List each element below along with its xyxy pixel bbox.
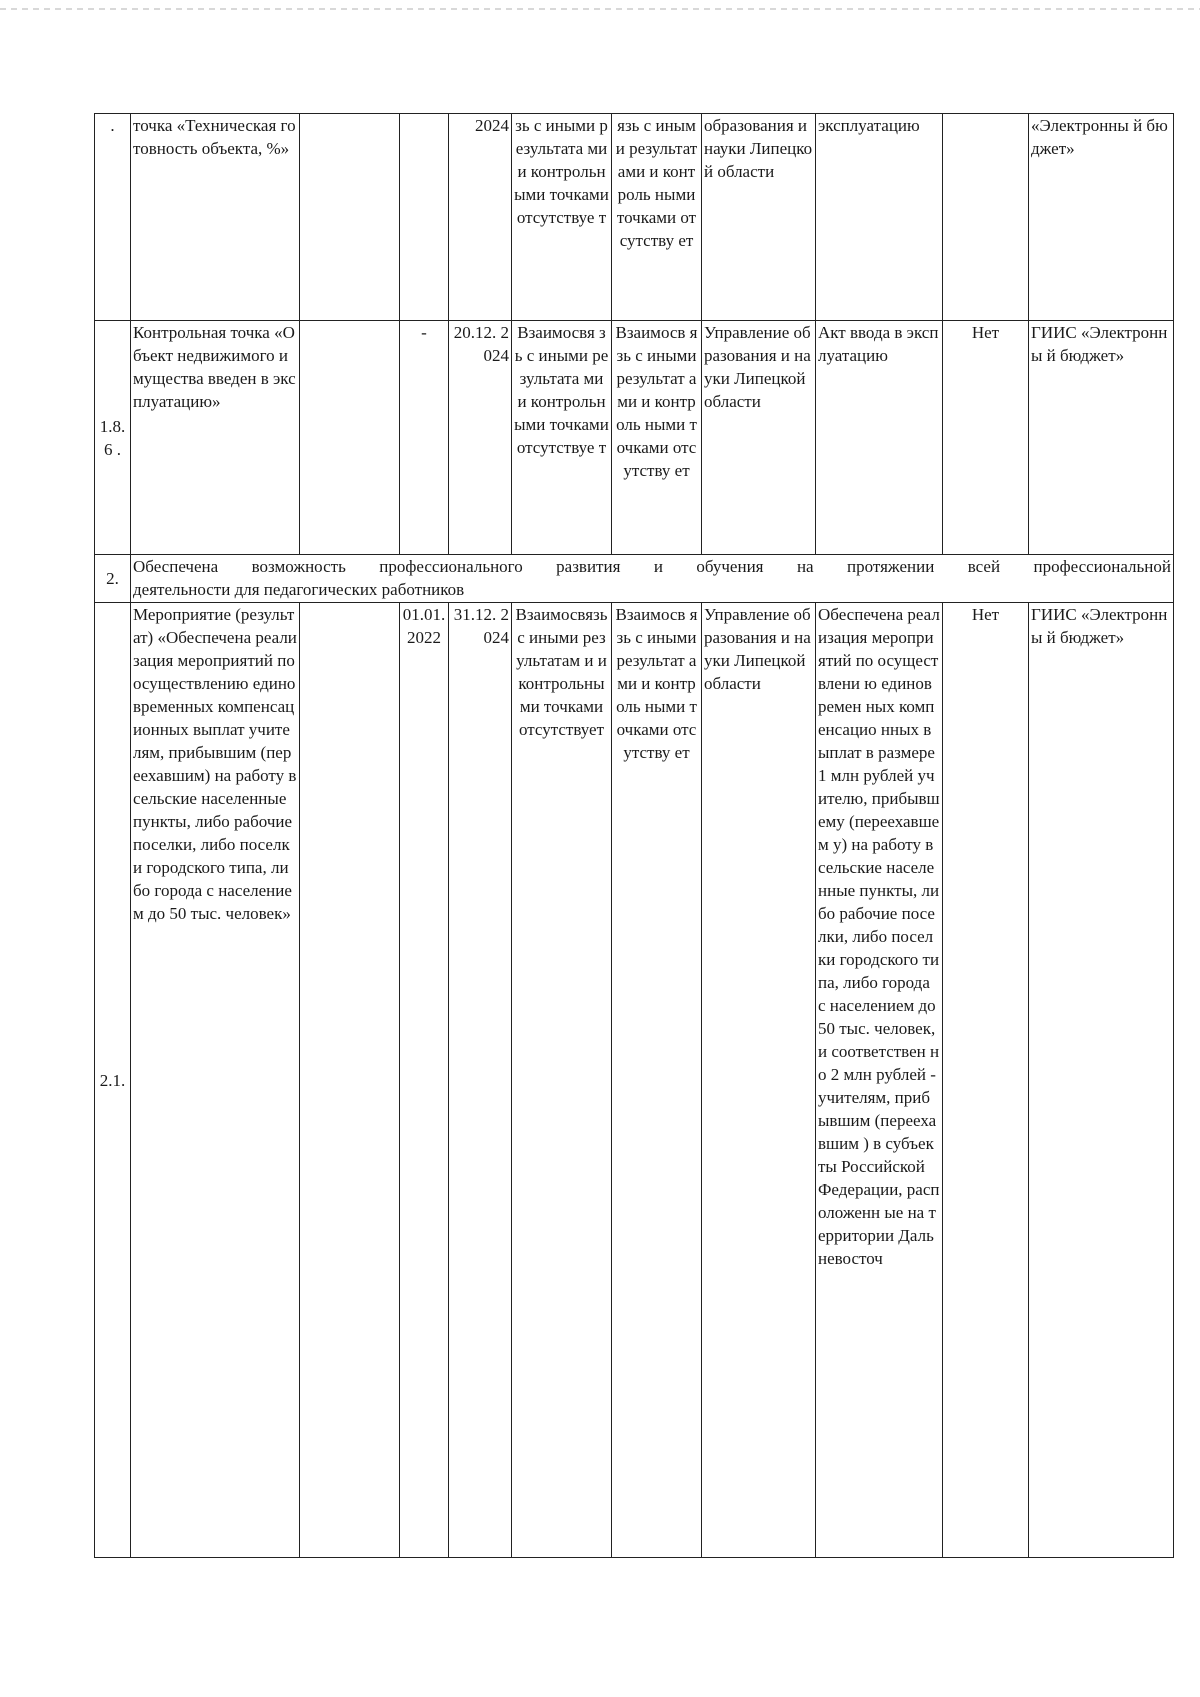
start-date <box>400 114 449 321</box>
section-row <box>95 555 1174 603</box>
start-date: - <box>400 321 449 555</box>
responsible-cell: образования и науки Липецкой области <box>702 114 816 321</box>
row-number: 1.8.6 . <box>95 321 131 555</box>
relation-cell: Взаимосв язь с иными результат ами и контроль ными точками отсутству ет <box>612 321 702 555</box>
table-row <box>95 603 1174 1558</box>
item-name: Контрольная точка «Объект недвижимого имущества введен в эксплуатацию» <box>131 321 300 555</box>
cell-empty <box>300 321 400 555</box>
section-title-line: деятельности для педагогических работников <box>133 580 465 599</box>
flag-cell <box>943 114 1029 321</box>
section-title <box>131 555 1174 603</box>
item-name: точка «Техническая готовность объекта, %» <box>131 114 300 321</box>
end-date: 20.12. 2024 <box>449 321 512 555</box>
system-cell: «Электронны й бюджет» <box>1029 114 1174 321</box>
relation-cell: язь с иными результат ами и контроль ными точками отсутству ет <box>612 114 702 321</box>
flag-cell: Нет <box>943 603 1029 1558</box>
relation-cell: Взаимосв язь с иными результат ами и контроль ными точками отсутству ет <box>612 603 702 1558</box>
cell-empty <box>300 114 400 321</box>
table-row <box>95 114 1174 321</box>
cell-empty <box>300 603 400 1558</box>
control-points-table <box>94 113 1174 1558</box>
item-name: Мероприятие (результат) «Обеспечена реализация мероприятий по осуществлению единовременных компенсационных выплат учителям, прибывшим (переехавшим) на работу в сельские населенные пункты, либо рабочие поселки, либо поселки городского типа, либо города с населением до 50 тыс. человек» <box>131 603 300 1558</box>
section-number: 2. <box>95 555 131 603</box>
row-number: 2.1. <box>95 603 131 1558</box>
document-cell: Обеспечена реализация мероприятий по осуществлени ю единовремен ных компенсацио нных выплат в размере 1 млн рублей учителю, прибывшему (переехавшем у) на работу в сельские населенные пункты, либо рабочие поселки, либо поселки городского типа, либо города с населением до 50 тыс. человек, и соответствен но 2 млн рублей - учителям, прибывшим (переехавшим ) в субъекты Российской Федерации, расположенн ые на территории Дальневосточ <box>816 603 943 1558</box>
system-cell: ГИИС «Электронны й бюджет» <box>1029 321 1174 555</box>
document-cell: эксплуатацию <box>816 114 943 321</box>
relation-cell: Взаимосвязь с иными результатам и и контрольны ми точками отсутствует <box>512 603 612 1558</box>
table-row <box>95 321 1174 555</box>
section-title-line: Обеспечена возможность профессионального развития и обучения на протяжении всей профессиональной <box>133 557 1171 576</box>
row-number: . <box>95 114 131 321</box>
start-date: 01.01. 2022 <box>400 603 449 1558</box>
scan-top-edge <box>0 8 1200 10</box>
flag-cell: Нет <box>943 321 1029 555</box>
responsible-cell: Управление образования и науки Липецкой области <box>702 603 816 1558</box>
document-cell: Акт ввода в эксплуатацию <box>816 321 943 555</box>
relation-cell: Взаимосвя зь с иными результата ми и контрольн ыми точками отсутствуе т <box>512 321 612 555</box>
responsible-cell: Управление образования и науки Липецкой области <box>702 321 816 555</box>
system-cell: ГИИС «Электронны й бюджет» <box>1029 603 1174 1558</box>
end-date: 2024 <box>449 114 512 321</box>
relation-cell: зь с иными результата ми и контрольн ыми точками отсутствуе т <box>512 114 612 321</box>
end-date: 31.12. 2024 <box>449 603 512 1558</box>
